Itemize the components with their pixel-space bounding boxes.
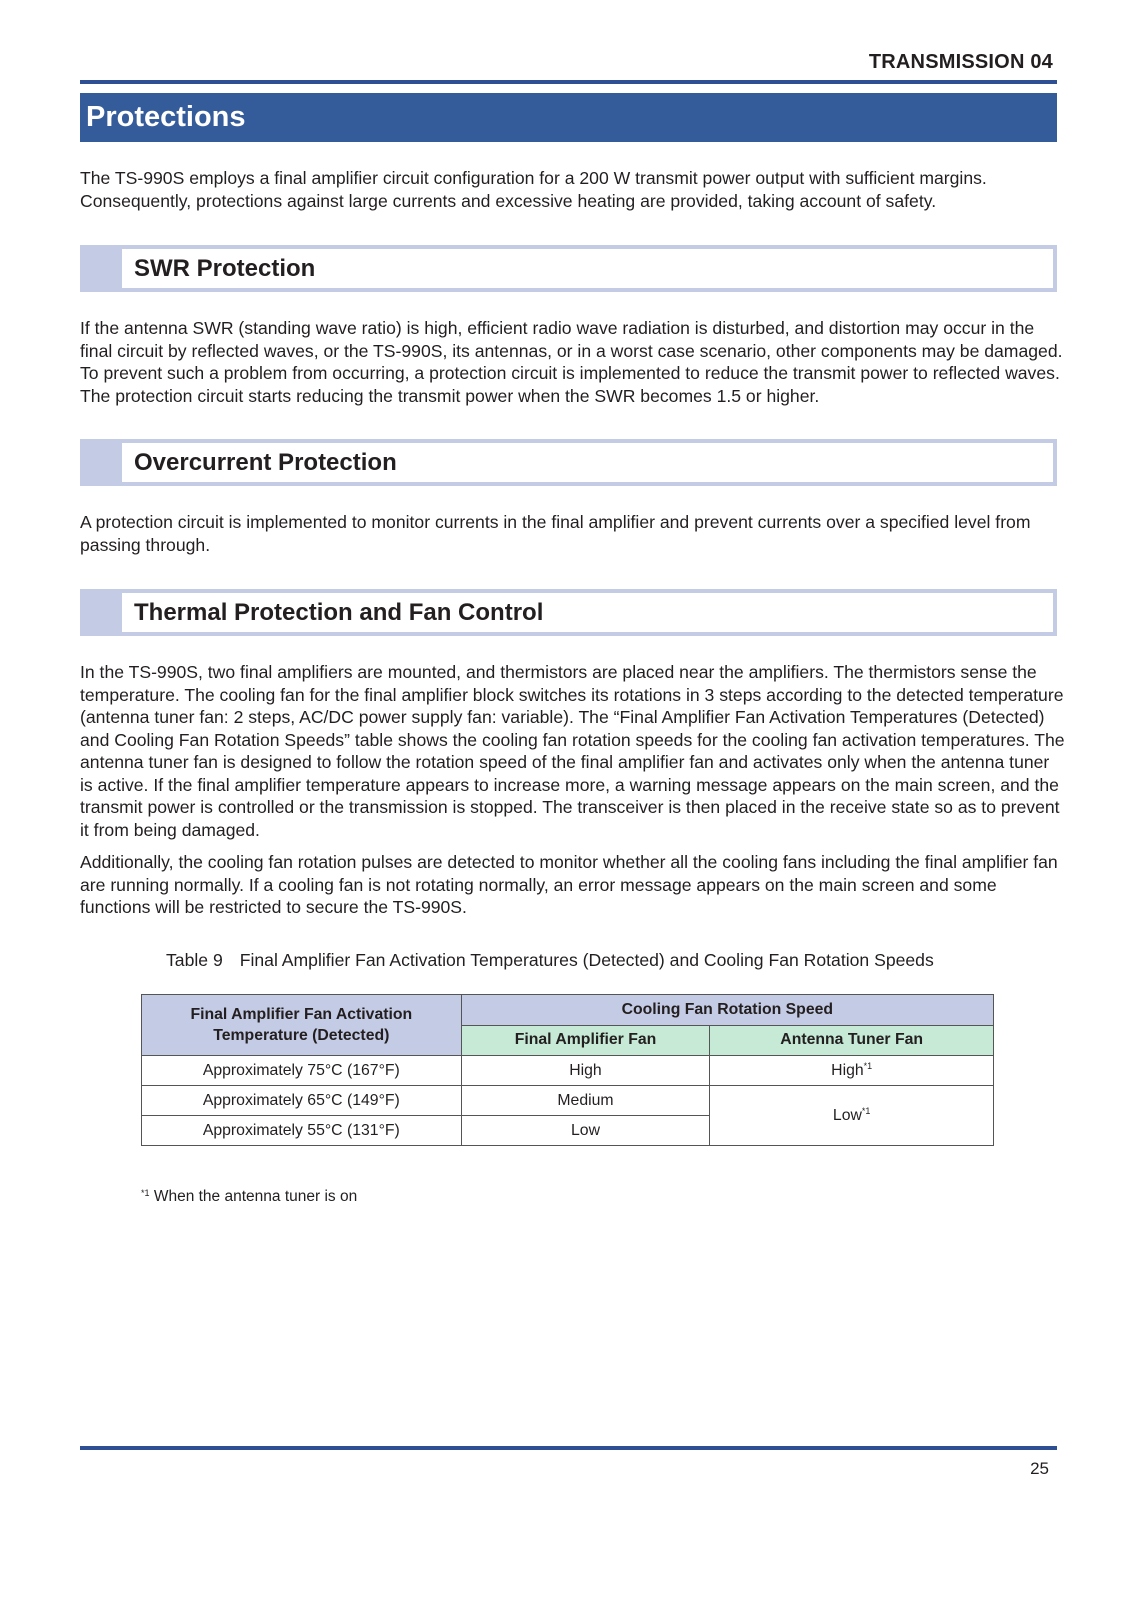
final-fan-cell: Medium	[461, 1086, 710, 1116]
footnote-mark: *1	[861, 1106, 871, 1116]
tuner-fan-value: Low	[832, 1107, 862, 1124]
footnote-text: When the antenna tuner is on	[153, 1188, 358, 1205]
table-caption-text: Final Amplifier Fan Activation Temperatures (Detected) and Cooling Fan Rotation Speeds	[239, 950, 934, 970]
page-title: Protections	[80, 93, 1057, 142]
section-heading-swr	[80, 245, 1057, 292]
section-heading-overcurrent-text: Overcurrent Protection	[122, 443, 1053, 482]
temperature-cell: Approximately 65°C (149°F)	[142, 1086, 462, 1116]
header-cooling-fan-speed: Cooling Fan Rotation Speed	[461, 995, 993, 1026]
header-activation-temperature-line2: Temperature (Detected)	[213, 1027, 390, 1044]
fan-speed-table	[141, 994, 994, 1146]
footnote-mark: *1	[141, 1188, 150, 1198]
thermal-paragraph-2: Additionally, the cooling fan rotation pulses are detected to monitor whether all the cooling fans including the final amplifier fan are running normally. If a cooling fan is not rotating normally, an error message appears on the main screen and some functions will be restricted to secure the TS-990S.	[80, 852, 1058, 917]
tuner-fan-value: High	[831, 1062, 864, 1079]
bottom-rule	[80, 1446, 1057, 1450]
intro-paragraph: The TS-990S employs a final amplifier circuit configuration for a 200 W transmit power output with sufficient margins. Consequently, protections against large currents and excessive heating are provided, taking account of safety.	[80, 168, 987, 211]
header-antenna-tuner-fan: Antenna Tuner Fan	[710, 1025, 994, 1056]
swr-paragraph: If the antenna SWR (standing wave ratio) is high, efficient radio wave radiation is disturbed, and distortion may occur in the final circuit by reflected waves, or the TS-990S, its antennas, or in a worst case scenario, other components may be damaged. To prevent such a problem from occurring, a protection circuit is implemented to reduce the transmit power to reflected waves. The protection circuit starts reducing the transmit power when the SWR becomes 1.5 or higher.	[80, 318, 1063, 406]
table-row	[142, 1086, 994, 1116]
table-row	[142, 1056, 994, 1086]
tuner-fan-cell	[710, 1056, 994, 1086]
table-caption	[166, 950, 934, 971]
header-activation-temperature	[142, 995, 462, 1056]
chapter-label: TRANSMISSION 04	[868, 51, 1053, 73]
top-rule	[80, 80, 1057, 84]
section-heading-swr-text: SWR Protection	[122, 249, 1053, 288]
header-final-amplifier-fan: Final Amplifier Fan	[461, 1025, 710, 1056]
footnote-mark: *1	[863, 1061, 873, 1071]
page-number: 25	[1030, 1459, 1049, 1478]
section-heading-thermal-text: Thermal Protection and Fan Control	[122, 593, 1053, 632]
thermal-paragraph-1: In the TS-990S, two final amplifiers are mounted, and thermistors are placed near the amplifiers. The thermistors sense the temperature. The cooling fan for the final amplifier block switches its rotations in 3 steps according to the detected temperature (antenna tuner fan: 2 steps, AC/DC power supply fan: variable). The “Final Amplifier Fan Activation Temperatures (Detected) and Cooling Fan Rotation Speeds” table shows the cooling fan rotation speeds for the cooling fan activation temperatures. The antenna tuner fan is designed to follow the rotation speed of the final amplifier fan and activates only when the antenna tuner is active. If the final amplifier temperature appears to increase more, a warning message appears on the main screen, and the transmit power is controlled or the transmission is stopped. The transceiver is then placed in the receive state so as to prevent it from being damaged.	[80, 662, 1065, 840]
section-heading-overcurrent	[80, 439, 1057, 486]
table-caption-number: Table 9	[166, 950, 223, 970]
overcurrent-paragraph: A protection circuit is implemented to monitor currents in the final amplifier and prevent currents over a specified level from passing through.	[80, 512, 1031, 555]
final-fan-cell: Low	[461, 1116, 710, 1146]
temperature-cell: Approximately 55°C (131°F)	[142, 1116, 462, 1146]
temperature-cell: Approximately 75°C (167°F)	[142, 1056, 462, 1086]
footnote	[141, 1188, 357, 1206]
section-heading-thermal	[80, 589, 1057, 636]
final-fan-cell: High	[461, 1056, 710, 1086]
header-activation-temperature-line1: Final Amplifier Fan Activation	[190, 1006, 413, 1023]
tuner-fan-cell	[710, 1086, 994, 1146]
